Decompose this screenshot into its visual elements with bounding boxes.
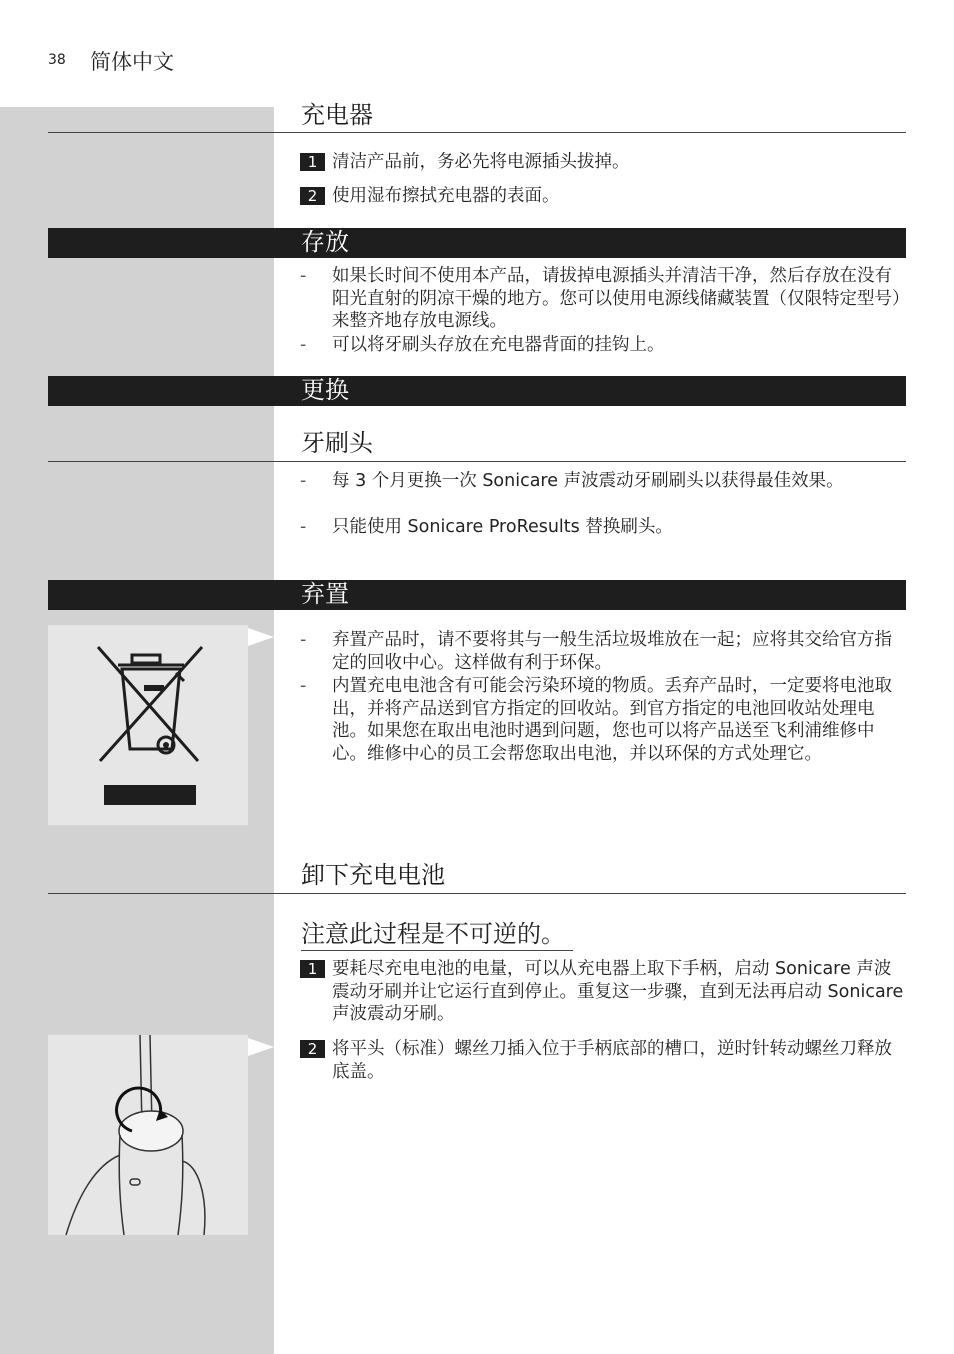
disposal-section-bar — [48, 580, 906, 610]
replacement-bullet-2 — [300, 516, 906, 539]
bullet-dash: - — [300, 676, 307, 696]
storage-heading: 存放 — [301, 228, 349, 256]
battery-step-2 — [300, 1038, 906, 1083]
replacement-heading: 更换 — [301, 376, 349, 404]
bullet-text: 只能使用 Sonicare ProResults 替换刷头。 — [332, 517, 673, 537]
charger-rule — [48, 132, 906, 133]
bullet-text: 内置充电电池含有可能会污染环境的物质。丢弃产品时，一定要将电池取出，并将产品送到官方指定的回收站。到官方指定的电池回收站处理电池。如果您在取出电池时遇到问题，您也可以将产品送至飞利浦维修中心。维修中心的员工会帮您取出电池，并以环保的方式处理它。 — [332, 676, 892, 764]
battery-removal-rule — [48, 893, 906, 894]
bullet-dash: - — [300, 471, 307, 491]
callout-pointer — [248, 1038, 274, 1056]
disposal-bullet-1 — [300, 629, 906, 674]
disposal-bullet-2 — [300, 675, 906, 765]
bullet-text: 可以将牙刷头存放在充电器背面的挂钩上。 — [332, 335, 665, 355]
step-text: 使用湿布擦拭充电器的表面。 — [332, 186, 560, 206]
screwdriver-in-handle-icon — [48, 1035, 248, 1235]
brush-head-rule — [48, 461, 906, 462]
step-number: 1 — [300, 153, 325, 171]
bullet-dash: - — [300, 517, 307, 537]
replacement-section-bar — [48, 376, 906, 406]
storage-bullet-2 — [300, 334, 906, 357]
weee-symbol-box — [48, 625, 248, 825]
step-number: 2 — [300, 187, 325, 205]
page-number: 38 — [48, 52, 66, 68]
replacement-bullet-1 — [300, 470, 906, 493]
bullet-text: 如果长时间不使用本产品，请拔掉电源插头并清洁干净，然后存放在没有阳光直射的阴凉干燥的地方。您可以使用电源线储藏装置（仅限特定型号）来整齐地存放电源线。 — [332, 266, 901, 331]
bullet-dash: - — [300, 630, 307, 650]
charger-heading: 充电器 — [301, 101, 373, 129]
battery-step-1 — [300, 958, 906, 1026]
storage-bullet-1 — [300, 265, 906, 333]
step-text: 要耗尽充电电池的电量，可以从充电器上取下手柄，启动 Sonicare 声波震动牙刷并让它运行直到停止。重复这一步骤，直到无法再启动 Sonicare 声波震动牙刷。 — [332, 959, 904, 1024]
language-label: 简体中文 — [90, 50, 174, 74]
callout-pointer — [248, 628, 274, 646]
bullet-text: 每 3 个月更换一次 Sonicare 声波震动牙刷刷头以获得最佳效果。 — [332, 471, 844, 491]
bullet-dash: - — [300, 335, 307, 355]
bullet-text: 弃置产品时，请不要将其与一般生活垃圾堆放在一起；应将其交给官方指定的回收中心。这样做有利于环保。 — [332, 630, 892, 673]
step-text: 清洁产品前，务必先将电源插头拔掉。 — [332, 152, 630, 172]
battery-removal-heading: 卸下充电电池 — [301, 861, 445, 889]
step-number: 2 — [300, 1040, 325, 1058]
bullet-dash: - — [300, 266, 307, 286]
charger-step-1 — [300, 151, 906, 174]
crossed-out-wheelie-bin-icon — [48, 625, 248, 825]
battery-illustration-box — [48, 1035, 248, 1235]
irreversible-warning: 注意此过程是不可逆的。 — [301, 918, 573, 951]
brush-head-heading: 牙刷头 — [301, 429, 373, 457]
disposal-heading: 弃置 — [301, 580, 349, 608]
charger-step-2 — [300, 185, 906, 208]
storage-section-bar — [48, 228, 906, 258]
step-number: 1 — [300, 960, 325, 978]
step-text: 将平头（标准）螺丝刀插入位于手柄底部的槽口，逆时针转动螺丝刀释放底盖。 — [332, 1039, 892, 1082]
